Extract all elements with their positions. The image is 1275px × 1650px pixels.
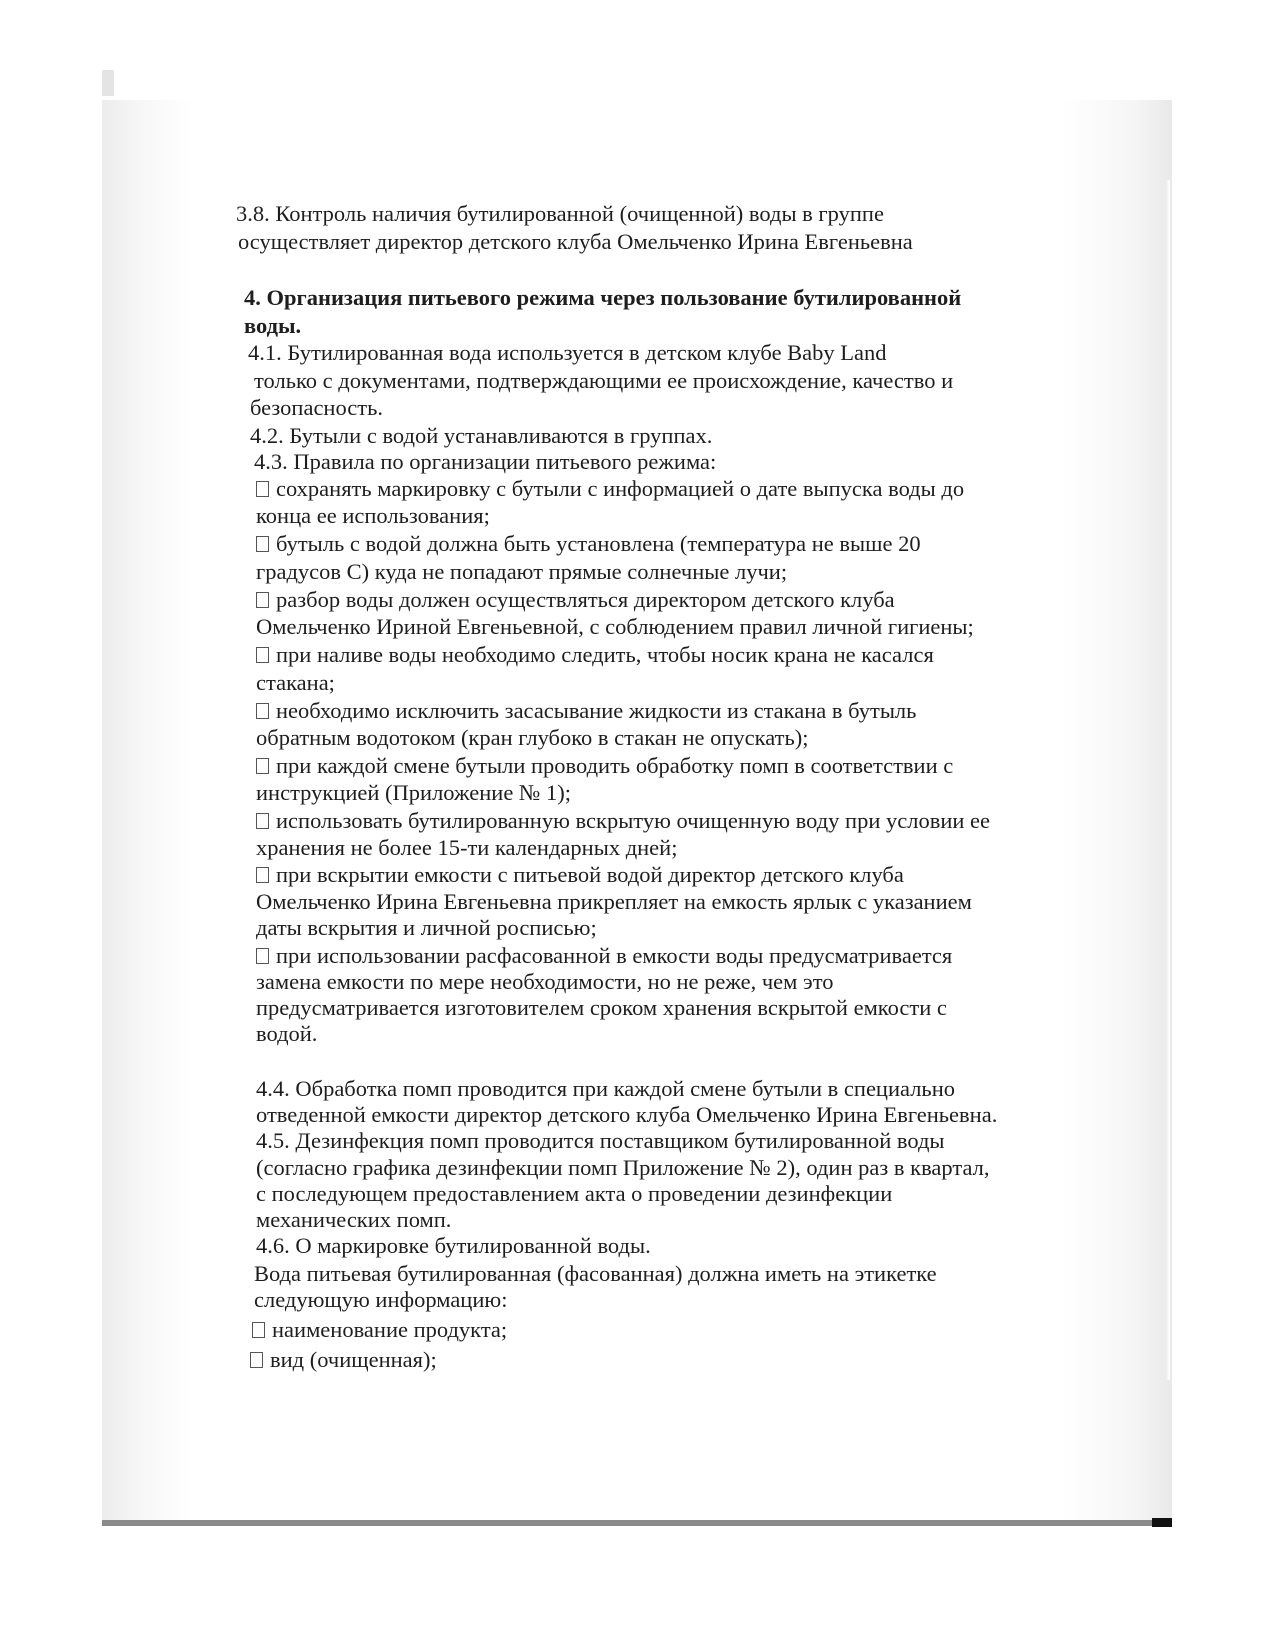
rule-item-cont: водой. bbox=[256, 1021, 318, 1046]
section-4-heading: воды. bbox=[244, 313, 302, 338]
page-bottom-edge bbox=[102, 1520, 1172, 1526]
rule-item-cont: даты вскрытия и личной росписью; bbox=[256, 915, 597, 940]
rule-item-cont: Омельченко Ирина Евгеньевна прикрепляет на емкость ярлык с указанием bbox=[256, 889, 972, 914]
checkbox-icon bbox=[252, 1322, 265, 1338]
checkbox-icon bbox=[256, 592, 269, 608]
paragraph-4-1: безопасность. bbox=[250, 395, 383, 420]
rule-item-cont: стакана; bbox=[256, 670, 335, 695]
rule-item: при вскрытии емкости с питьевой водой директор детского клуба bbox=[256, 864, 904, 887]
checkbox-icon bbox=[256, 867, 269, 883]
checkbox-icon bbox=[256, 647, 269, 663]
page-bottom-corner bbox=[1152, 1518, 1172, 1527]
paragraph-4-5: 4.5. Дезинфекция помп проводится поставщиком бутилированной воды bbox=[256, 1128, 945, 1153]
label-intro: следующую информацию: bbox=[254, 1287, 508, 1312]
section-3-8-line: осуществляет директор детского клуба Омельченко Ирина Евгеньевна bbox=[238, 229, 913, 254]
rule-item: при наливе воды необходимо следить, чтобы носик крана не касался bbox=[256, 644, 934, 667]
rule-item-cont: конца ее использования; bbox=[256, 503, 490, 528]
paragraph-4-1: 4.1. Бутилированная вода используется в детском клубе Baby Land bbox=[248, 340, 887, 365]
paragraph-4-5: механических помп. bbox=[256, 1207, 452, 1232]
rule-item-cont: Омельченко Ириной Евгеньевной, с соблюдением правил личной гигиены; bbox=[256, 614, 974, 639]
rule-item-cont: хранения не более 15-ти календарных дней; bbox=[256, 835, 678, 860]
paragraph-4-3: 4.3. Правила по организации питьевого режима: bbox=[254, 449, 717, 474]
checkbox-icon bbox=[250, 1352, 263, 1368]
rule-item: разбор воды должен осуществляться директором детского клуба bbox=[256, 589, 895, 612]
checkbox-icon bbox=[256, 948, 269, 964]
label-intro: Вода питьевая бутилированная (фасованная) должна иметь на этикетке bbox=[254, 1261, 937, 1286]
rule-item: при каждой смене бутыли проводить обработку помп в соответствии с bbox=[256, 755, 953, 778]
paragraph-4-5: (согласно графика дезинфекции помп Приложение № 2), один раз в квартал, bbox=[256, 1155, 990, 1180]
rule-item: необходимо исключить засасывание жидкости из стакана в бутыль bbox=[256, 700, 916, 723]
section-4-heading: 4. Организация питьевого режима через пользование бутилированной bbox=[244, 285, 962, 310]
rule-item-cont: замена емкости по мере необходимости, но не реже, чем это bbox=[256, 969, 834, 994]
checkbox-icon bbox=[256, 813, 269, 829]
label-item: вид (очищенная); bbox=[250, 1349, 437, 1372]
page-edge-tab bbox=[102, 70, 114, 96]
rule-item-cont: инструкцией (Приложение № 1); bbox=[256, 780, 572, 805]
section-3-8-line: 3.8. Контроль наличия бутилированной (очищенной) воды в группе bbox=[236, 201, 884, 226]
page-right-shadow bbox=[1165, 180, 1170, 1380]
checkbox-icon bbox=[256, 536, 269, 552]
rule-item: при использовании расфасованной в емкости воды предусматривается bbox=[256, 945, 952, 968]
rule-item: бутыль с водой должна быть установлена (температура не выше 20 bbox=[256, 533, 921, 556]
label-item: наименование продукта; bbox=[252, 1319, 507, 1342]
paragraph-4-5: с последующем предоставлением акта о проведении дезинфекции bbox=[256, 1181, 893, 1206]
rule-item-cont: градусов С) куда не попадают прямые солнечные лучи; bbox=[256, 559, 788, 584]
paragraph-4-2: 4.2. Бутыли с водой устанавливаются в группах. bbox=[250, 423, 713, 448]
checkbox-icon bbox=[256, 758, 269, 774]
rule-item-cont: обратным водотоком (кран глубоко в стакан не опускать); bbox=[256, 725, 809, 750]
checkbox-icon bbox=[256, 481, 269, 497]
paragraph-4-6: 4.6. О маркировке бутилированной воды. bbox=[256, 1233, 651, 1258]
rule-item: сохранять маркировку с бутыли с информацией о дате выпуска воды до bbox=[256, 478, 964, 501]
paragraph-4-4: 4.4. Обработка помп проводится при каждой смене бутыли в специально bbox=[256, 1076, 955, 1101]
paragraph-4-4: отведенной емкости директор детского клуба Омельченко Ирина Евгеньевна. bbox=[256, 1102, 998, 1127]
rule-item: использовать бутилированную вскрытую очищенную воду при условии ее bbox=[256, 810, 990, 833]
checkbox-icon bbox=[256, 703, 269, 719]
rule-item-cont: предусматривается изготовителем сроком хранения вскрытой емкости с bbox=[256, 995, 947, 1020]
paragraph-4-1: только с документами, подтверждающими ее происхождение, качество и bbox=[254, 368, 954, 393]
